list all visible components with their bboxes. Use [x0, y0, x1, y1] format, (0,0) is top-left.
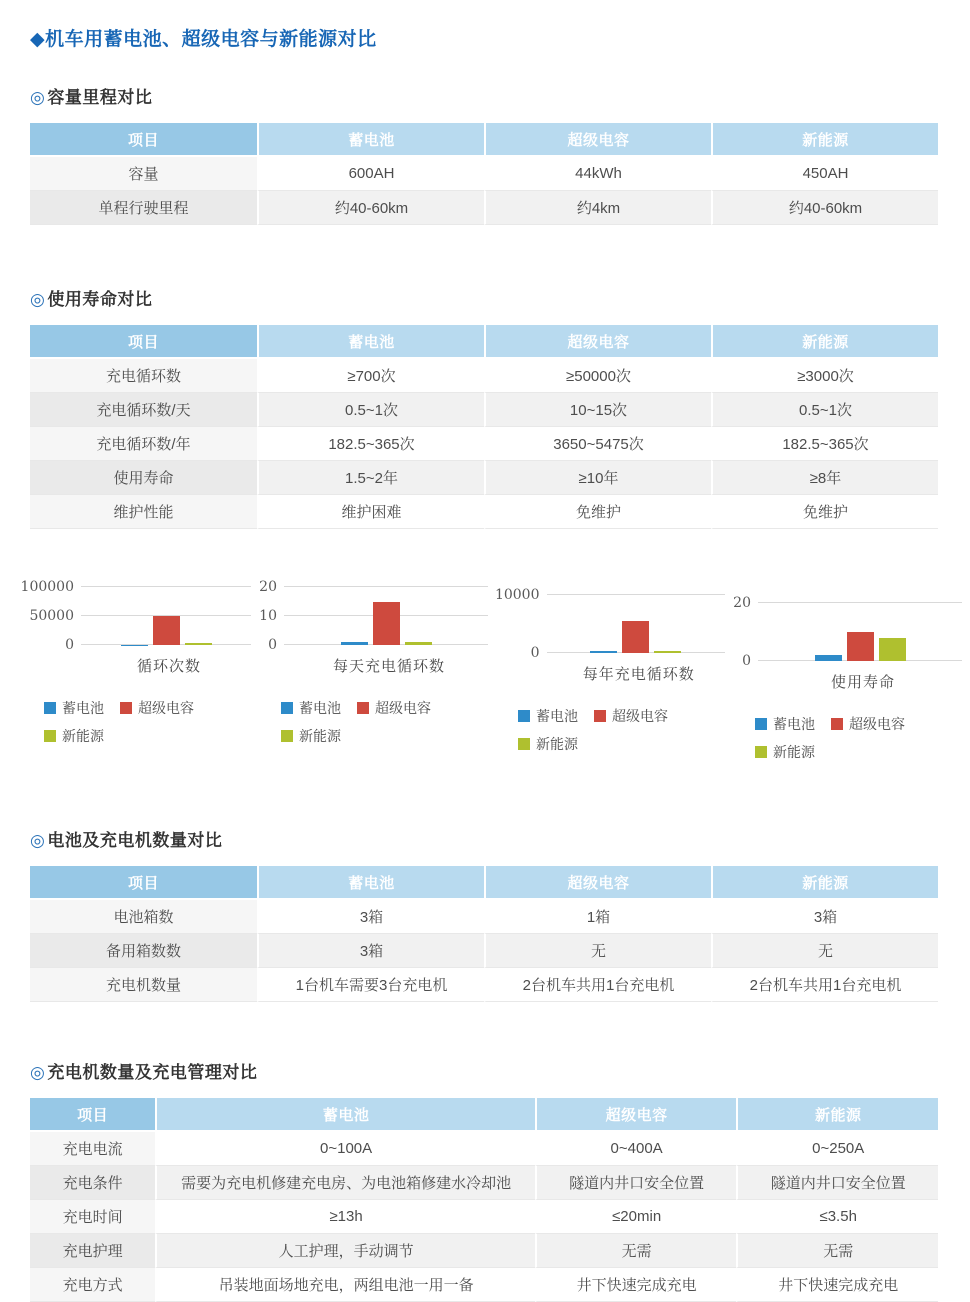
- battery-charger-count-table: [30, 866, 938, 1002]
- table-cell: ≥700次: [257, 359, 484, 393]
- chart-cycle-count: [20, 587, 257, 762]
- column-header-item: 项目: [30, 123, 257, 157]
- column-header-new-energy: 新能源: [711, 866, 938, 900]
- table-header-row: [30, 1098, 938, 1132]
- table-cell: ≥50000次: [484, 359, 711, 393]
- table-cell: ≥13h: [155, 1200, 535, 1234]
- row-label: 充电机数量: [30, 968, 257, 1002]
- table-cell: 1台机车需要3台充电机: [257, 968, 484, 1002]
- table-cell: 吊装地面场地充电，两组电池一用一备: [155, 1268, 535, 1302]
- gridline: [284, 586, 488, 587]
- legend-item: [44, 726, 104, 746]
- row-label: 充电电流: [30, 1132, 155, 1166]
- table-cell: 0.5~1次: [257, 393, 484, 427]
- legend-swatch: [755, 746, 767, 758]
- table-cell: 无: [484, 934, 711, 968]
- table-cell: 0~100A: [155, 1132, 535, 1166]
- chart-daily-charge-cycles: [257, 587, 494, 762]
- table-cell: 隧道内井口安全位置: [736, 1166, 938, 1200]
- y-axis: [494, 595, 547, 653]
- column-header-item: 项目: [30, 866, 257, 900]
- legend-item: [594, 706, 668, 726]
- table-row: [30, 461, 938, 495]
- table-header-row: [30, 123, 938, 157]
- chart-plot-area: [20, 587, 257, 645]
- row-label: 充电护理: [30, 1234, 155, 1268]
- table-cell: 44kWh: [484, 157, 711, 191]
- chart-legend: [44, 698, 220, 746]
- bars: [758, 632, 962, 661]
- table-cell: 3箱: [257, 934, 484, 968]
- table-cell: 无: [711, 934, 938, 968]
- table-row: [30, 1234, 938, 1268]
- y-axis-tick: 20: [733, 595, 751, 611]
- y-axis-tick: 0: [65, 637, 74, 653]
- table-cell: 约4km: [484, 191, 711, 225]
- lifespan-table: [30, 325, 938, 529]
- table-cell: 2台机车共用1台充电机: [484, 968, 711, 1002]
- bars: [547, 621, 726, 653]
- chart-plot-area: [257, 587, 494, 645]
- chart-legend: [281, 698, 457, 746]
- table-cell: ≥8年: [711, 461, 938, 495]
- legend-swatch: [594, 710, 606, 722]
- section-heading-text: 使用寿命对比: [47, 290, 152, 309]
- column-header-battery: 蓄电池: [257, 325, 484, 359]
- table-cell: 2台机车共用1台充电机: [711, 968, 938, 1002]
- title-diamond-icon: ◆: [30, 29, 45, 50]
- legend-item: [755, 742, 815, 762]
- y-axis-tick: 10000: [495, 587, 540, 603]
- column-header-new-energy: 新能源: [736, 1098, 938, 1132]
- y-axis-tick: 0: [268, 637, 277, 653]
- row-label: 容量: [30, 157, 257, 191]
- column-header-supercapacitor: 超级电容: [484, 123, 711, 157]
- table-cell: 井下快速完成充电: [535, 1268, 737, 1302]
- gridline: [81, 586, 251, 587]
- charts-row: [20, 587, 970, 762]
- gridline: [547, 594, 726, 595]
- section-heading-charge-management: [30, 1058, 970, 1083]
- bar-蓄电池: [341, 642, 368, 645]
- legend-item: [518, 706, 578, 726]
- table-row: [30, 359, 938, 393]
- legend-swatch: [357, 702, 369, 714]
- y-axis-tick: 20: [259, 579, 277, 595]
- y-axis-tick: 10: [259, 608, 277, 624]
- legend-label: 新能源: [536, 734, 578, 754]
- table-cell: 182.5~365次: [711, 427, 938, 461]
- legend-swatch: [518, 738, 530, 750]
- bullseye-icon: ◎: [30, 831, 45, 850]
- bar-蓄电池: [590, 651, 617, 653]
- row-label: 充电条件: [30, 1166, 155, 1200]
- column-header-new-energy: 新能源: [711, 325, 938, 359]
- chart-plot-area: [494, 595, 731, 653]
- y-axis-tick: 0: [531, 645, 540, 661]
- table-cell: 维护困难: [257, 495, 484, 529]
- table-header-row: [30, 866, 938, 900]
- table-cell: 隧道内井口安全位置: [535, 1166, 737, 1200]
- table-cell: 无需: [736, 1234, 938, 1268]
- bar-超级电容: [373, 602, 400, 646]
- table-cell: 免维护: [711, 495, 938, 529]
- table-cell: 井下快速完成充电: [736, 1268, 938, 1302]
- page-title-text: 机车用蓄电池、超级电容与新能源对比: [45, 29, 377, 50]
- legend-label: 新能源: [299, 726, 341, 746]
- table-cell: 人工护理，手动调节: [155, 1234, 535, 1268]
- table-cell: 0~250A: [736, 1132, 938, 1166]
- plot: [284, 587, 494, 645]
- table-cell: 450AH: [711, 157, 938, 191]
- table-row: [30, 1268, 938, 1302]
- row-label: 充电时间: [30, 1200, 155, 1234]
- bar-新能源: [654, 651, 681, 653]
- table-row: [30, 1166, 938, 1200]
- page-title: [30, 24, 970, 51]
- chart-service-life: [731, 587, 968, 762]
- legend-label: 蓄电池: [536, 706, 578, 726]
- table-row: [30, 934, 938, 968]
- legend-swatch: [831, 718, 843, 730]
- column-header-supercapacitor: 超级电容: [484, 866, 711, 900]
- chart-title: 使用寿命: [731, 671, 968, 692]
- row-label: 维护性能: [30, 495, 257, 529]
- legend-item: [755, 714, 815, 734]
- y-axis: [731, 603, 758, 661]
- column-header-item: 项目: [30, 1098, 155, 1132]
- column-header-supercapacitor: 超级电容: [484, 325, 711, 359]
- column-header-supercapacitor: 超级电容: [535, 1098, 737, 1132]
- section-heading-text: 电池及充电机数量对比: [47, 831, 222, 850]
- legend-label: 超级电容: [612, 706, 668, 726]
- charge-management-table: [30, 1098, 938, 1302]
- legend-label: 蓄电池: [773, 714, 815, 734]
- section-heading-text: 容量里程对比: [47, 88, 152, 107]
- section-heading-lifespan: [30, 285, 970, 310]
- table-row: [30, 191, 938, 225]
- plot: [758, 603, 968, 661]
- bar-新能源: [185, 643, 212, 645]
- column-header-battery: 蓄电池: [257, 123, 484, 157]
- legend-swatch: [281, 702, 293, 714]
- column-header-battery: 蓄电池: [155, 1098, 535, 1132]
- bullseye-icon: ◎: [30, 1063, 45, 1082]
- legend-item: [518, 734, 578, 754]
- row-label: 单程行驶里程: [30, 191, 257, 225]
- table-cell: 免维护: [484, 495, 711, 529]
- table-header-row: [30, 325, 938, 359]
- legend-label: 新能源: [773, 742, 815, 762]
- table-cell: 需要为充电机修建充电房、为电池箱修建水冷却池: [155, 1166, 535, 1200]
- column-header-new-energy: 新能源: [711, 123, 938, 157]
- legend-label: 新能源: [62, 726, 104, 746]
- column-header-item: 项目: [30, 325, 257, 359]
- bar-新能源: [879, 638, 906, 661]
- bar-新能源: [405, 642, 432, 645]
- legend-swatch: [281, 730, 293, 742]
- table-cell: 1.5~2年: [257, 461, 484, 495]
- legend-swatch: [518, 710, 530, 722]
- bar-蓄电池: [815, 655, 842, 661]
- table-cell: 3650~5475次: [484, 427, 711, 461]
- y-axis: [257, 587, 284, 645]
- legend-item: [357, 698, 431, 718]
- chart-legend: [755, 714, 931, 762]
- legend-item: [281, 726, 341, 746]
- y-axis-tick: 0: [742, 653, 751, 669]
- legend-item: [831, 714, 905, 734]
- legend-item: [120, 698, 194, 718]
- chart-title: 每年充电循环数: [494, 663, 731, 684]
- bullseye-icon: ◎: [30, 290, 45, 309]
- row-label: 使用寿命: [30, 461, 257, 495]
- row-label: 备用箱数数: [30, 934, 257, 968]
- section-heading-charger-count: [30, 826, 970, 851]
- legend-swatch: [120, 702, 132, 714]
- legend-item: [44, 698, 104, 718]
- table-row: [30, 1132, 938, 1166]
- page: [0, 24, 970, 1302]
- table-row: [30, 427, 938, 461]
- table-row: [30, 157, 938, 191]
- table-row: [30, 900, 938, 934]
- table-cell: ≤3.5h: [736, 1200, 938, 1234]
- bar-超级电容: [622, 621, 649, 653]
- table-cell: ≤20min: [535, 1200, 737, 1234]
- table-row: [30, 1200, 938, 1234]
- table-cell: 约40-60km: [257, 191, 484, 225]
- legend-swatch: [44, 730, 56, 742]
- legend-label: 超级电容: [375, 698, 431, 718]
- row-label: 充电循环数/年: [30, 427, 257, 461]
- table-cell: 600AH: [257, 157, 484, 191]
- table-cell: 3箱: [711, 900, 938, 934]
- y-axis-tick: 50000: [29, 608, 74, 624]
- table-cell: 无需: [535, 1234, 737, 1268]
- bar-超级电容: [153, 616, 180, 645]
- chart-yearly-charge-cycles: [494, 587, 731, 762]
- bar-超级电容: [847, 632, 874, 661]
- legend-item: [281, 698, 341, 718]
- table-cell: 1箱: [484, 900, 711, 934]
- row-label: 充电循环数: [30, 359, 257, 393]
- bars: [81, 616, 251, 645]
- chart-title: 循环次数: [20, 655, 257, 676]
- table-cell: 10~15次: [484, 393, 711, 427]
- plot: [81, 587, 257, 645]
- section-heading-text: 充电机数量及充电管理对比: [47, 1063, 257, 1082]
- table-cell: ≥3000次: [711, 359, 938, 393]
- table-cell: 约40-60km: [711, 191, 938, 225]
- y-axis: [20, 587, 81, 645]
- capacity-mileage-table: [30, 123, 938, 225]
- legend-swatch: [44, 702, 56, 714]
- column-header-battery: 蓄电池: [257, 866, 484, 900]
- table-cell: 3箱: [257, 900, 484, 934]
- table-row: [30, 968, 938, 1002]
- chart-plot-area: [731, 603, 968, 661]
- table-row: [30, 495, 938, 529]
- legend-label: 超级电容: [138, 698, 194, 718]
- row-label: 充电循环数/天: [30, 393, 257, 427]
- chart-legend: [518, 706, 694, 754]
- y-axis-tick: 100000: [21, 579, 74, 595]
- table-cell: ≥10年: [484, 461, 711, 495]
- bullseye-icon: ◎: [30, 88, 45, 107]
- chart-title: 每天充电循环数: [257, 655, 494, 676]
- row-label: 电池箱数: [30, 900, 257, 934]
- legend-swatch: [755, 718, 767, 730]
- gridline: [758, 602, 962, 603]
- bars: [284, 602, 488, 646]
- legend-label: 超级电容: [849, 714, 905, 734]
- plot: [547, 595, 732, 653]
- legend-label: 蓄电池: [62, 698, 104, 718]
- table-cell: 0~400A: [535, 1132, 737, 1166]
- section-heading-capacity: [30, 83, 970, 108]
- legend-label: 蓄电池: [299, 698, 341, 718]
- table-cell: 0.5~1次: [711, 393, 938, 427]
- row-label: 充电方式: [30, 1268, 155, 1302]
- table-row: [30, 393, 938, 427]
- table-cell: 182.5~365次: [257, 427, 484, 461]
